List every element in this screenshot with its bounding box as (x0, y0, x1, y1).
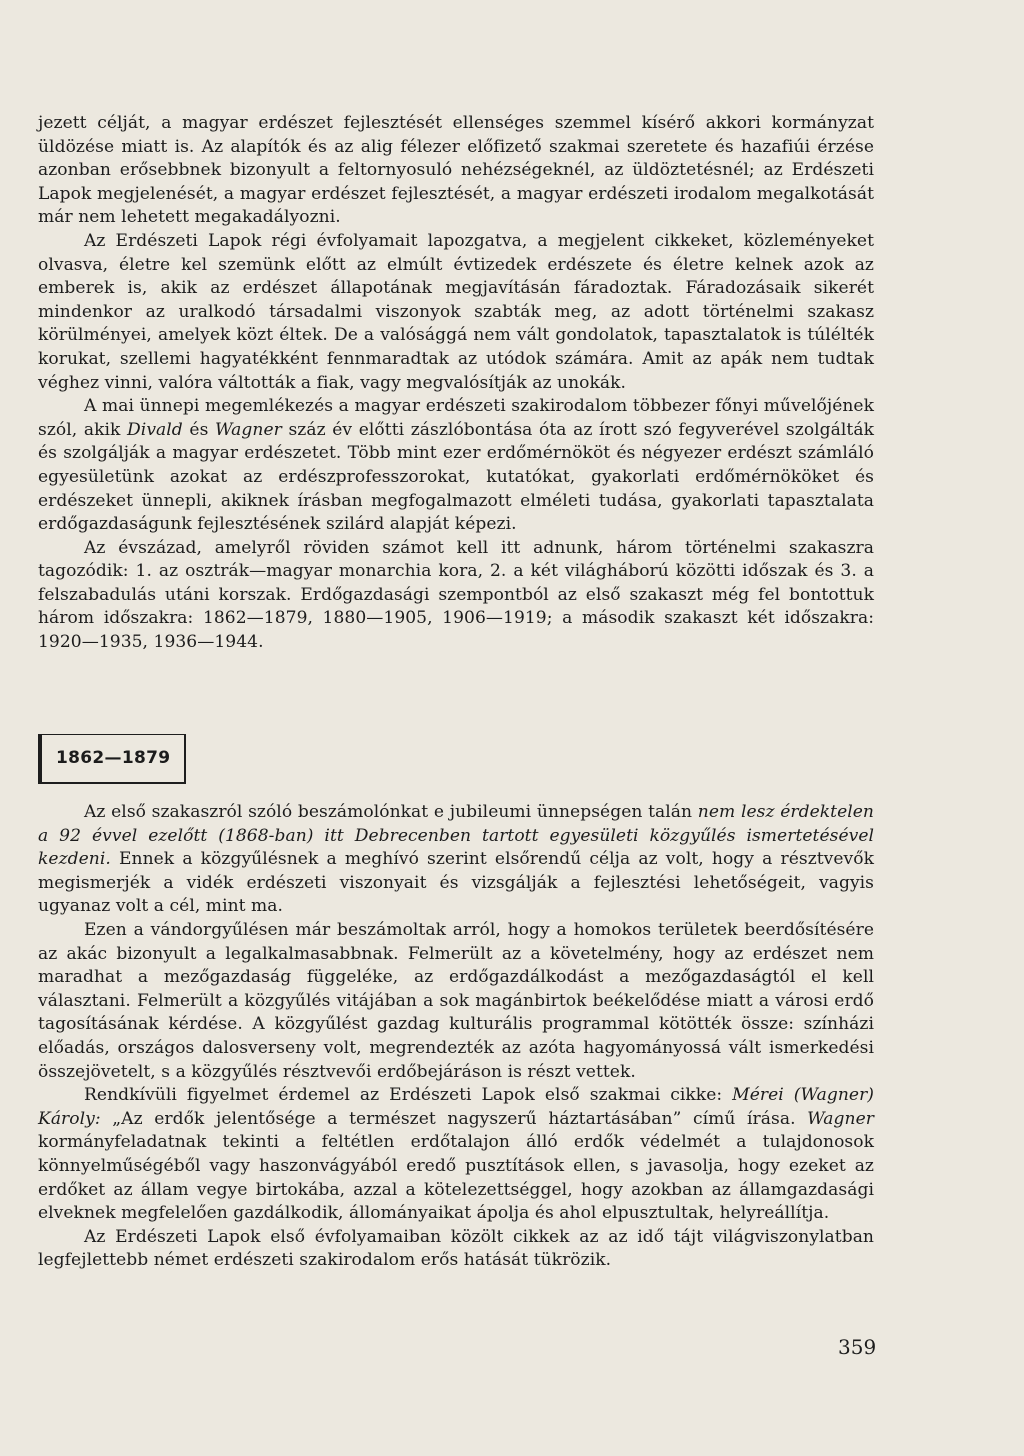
paragraph: Az első szakaszról szóló beszámolónkat e jubileumi ünnepségen talán nem lesz érdektelen a 92 évvel ezelőtt (1868-ban) itt Debrecenben tartott egyesületi közgyűlés ismertetésével kezdeni. Ennek a közgyűlésnek a meghívó szerint elsőrendű célja az volt, hogy a résztvevők megismerjék a vidék erdészeti viszonyait és vizsgálják a fejlesztési lehetőségeit, vagyis ugyanaz volt a cél, mint ma. (38, 802, 874, 917)
paragraph: A mai ünnepi megemlékezés a magyar erdészeti szakirodalom többezer főnyi művelőjének szól, akik Divald és Wagner száz év előtti zászlóbontása óta az írott szó fegyverével szolgálták és szolgálják a magyar erdészetet. Több mint ezer erdőmérnököt és négyezer erdészt számláló egyesületünk azokat az erdészprofesszorokat, kutatókat, gyakorlati erdőmérnököket és erdészeket ünnepli, akiknek írásban megfogalmazott elméleti tudása, gyakorlati tapasztalata erdőgazdaságunk fejlesztésének szilárd alapját képezi. (38, 396, 874, 535)
text-block-intro (38, 112, 874, 655)
paragraph: Az Erdészeti Lapok első évfolyamaiban közölt cikkek az az idő tájt világviszonylatban legfejlettebb német erdészeti szakirodalom erős hatását tükrözik. (38, 1226, 874, 1271)
italic-phrase: nem lesz érdektelen a 92 évvel ezelőtt (1868-ban) itt Debrecenben tartott egyesületi közgyűlés ismertetésével kezdeni. (38, 802, 874, 870)
name-merei-wagner-karoly: Mérei (Wagner) Károly: (38, 1085, 875, 1129)
name-divald: Divald (127, 419, 183, 440)
section-heading-box (38, 734, 186, 784)
section-heading: 1862—1879 (56, 748, 171, 768)
name-wagner: Wagner (215, 419, 282, 440)
paragraph: Az évszázad, amelyről röviden számot kell itt adnunk, három történelmi szakaszra tagozódik: 1. az osztrák—magyar monarchia kora, 2. a két világháború közötti időszak és 3. a felszabadulás utáni korszak. Erdőgazdasági szempontból az első szakaszt még fel bontottuk három időszakra: 1862—1879, 1880—1905, 1906—1919; a második szakaszt két időszakra: 1920—1935, 1936—1944. (38, 537, 874, 653)
name-wagner: Wagner (807, 1108, 874, 1129)
paragraph: Rendkívüli figyelmet érdemel az Erdészeti Lapok első szakmai cikke: Mérei (Wagner) Károly: „Az erdők jelentősége a természet nagyszerű háztartásában” című írása. Wagner kormányfeladatnak tekinti a feltétlen erdőtalajon álló erdők védelmét a tulajdonosok könnyelműségéből vagy haszonvágyából eredő pusztítások ellen, s javasolja, hogy ezeket az erdőket az állam vegye birtokába, azzal a kötelezettséggel, hogy azokban az államgazdasági elveknek megfelelően gazdálkodik, állományaikat ápolja és ahol elpusztultak, helyreállítja. (38, 1085, 875, 1224)
page-number: 359 (838, 1335, 877, 1359)
paragraph: Ezen a vándorgyűlésen már beszámoltak arról, hogy a homokos területek beerdősítésére az akác bizonyult a legalkalmasabbnak. Felmerült az a követelmény, hogy az erdészet nem maradhat a mezőgazdaság függeléke, az erdőgazdálkodást a mezőgazdaságtól el kell választani. Felmerült a közgyűlés vitájában a sok magánbirtok beékelődése miatt a városi erdő tagosításának kérdése. A közgyűlést gazdag kulturális programmal kötötték össze: színházi előadás, országos dalosverseny volt, megrendezték az azóta hagyományossá vált ismerkedési összejövetelt, s a közgyűlés résztvevői erdőbejáráson is részt vettek. (38, 919, 874, 1082)
text-block-section (38, 801, 874, 1273)
paragraph: jezett célját, a magyar erdészet fejlesztését ellenséges szemmel kísérő akkori kormányzat üldözése miatt is. Az alapítók és az alig félezer előfizető szakmai szeretete és hazafiúi érzése azonban erősebbnek bizonyult a feltornyosuló nehézségeknél, az üldöztetésnél; az Erdészeti Lapok megjelenését, a magyar erdészet fejlesztését, a magyar erdészeti irodalom megalkotását már nem lehetett megakadályozni. (38, 113, 874, 228)
paragraph: Az Erdészeti Lapok régi évfolyamait lapozgatva, a megjelent cikkeket, közleményeket olvasva, életre kel szemünk előtt az elmúlt évtizedek erdészete és életre kelnek azok az emberek is, akik az erdészet állapotának megjavításán fáradoztak. Fáradozásaik sikerét mindenkor az uralkodó társadalmi viszonyok szabták meg, az adott történelmi szakasz körülményei, amelyek közt éltek. De a valósággá nem vált gondolatok, tapasztalatok is túlélték korukat, szellemi hagyatékként fennmaradtak az utódok számára. Amit az apák nem tudtak véghez vinni, valóra váltották a fiak, vagy megvalósítják az unokák. (38, 230, 874, 393)
